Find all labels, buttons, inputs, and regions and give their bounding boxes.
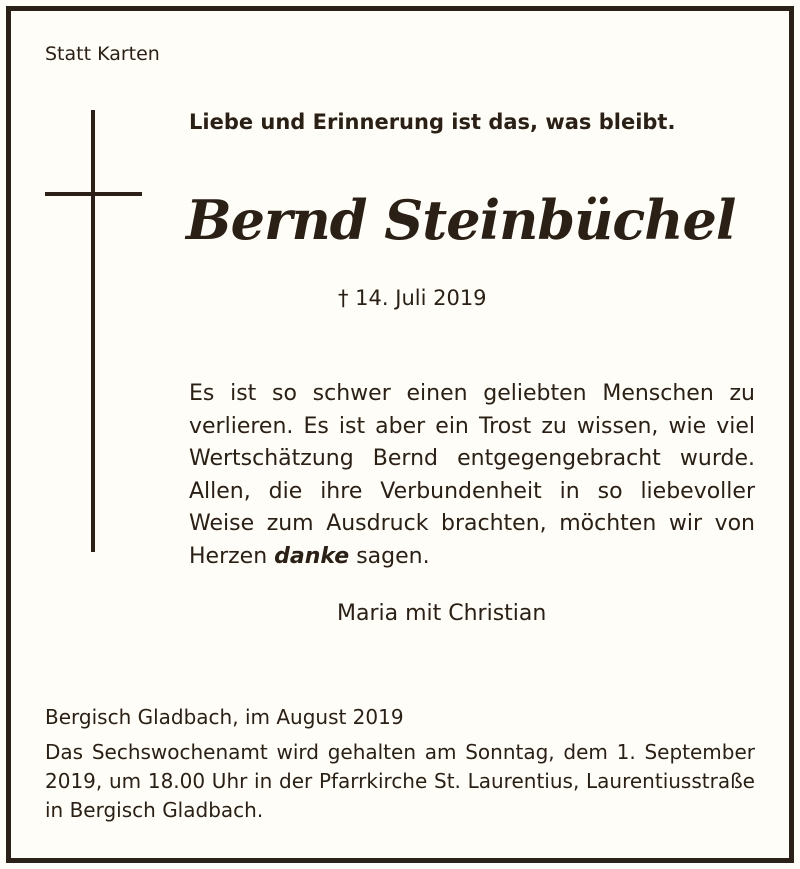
message-line: verlieren. Es ist aber ein Trost zu wissen, wie viel [189,413,755,439]
signer: Maria mit Christian [337,601,547,626]
notice-line: in Bergisch Gladbach. [45,798,264,822]
deceased-name: Bernd Steinbüchel [186,188,736,252]
message-line: Es ist so schwer einen geliebten Menschen zu [189,381,755,406]
message-last-suffix: sagen. [356,543,430,569]
death-date: † 14. Juli 2019 [338,286,487,310]
place-date: Bergisch Gladbach, im August 2019 [45,705,404,729]
service-notice [45,738,755,825]
statt-karten-label: Statt Karten [45,43,160,65]
motto-heading: Liebe und Erinnerung ist das, was bleibt. [189,110,676,134]
message-line: Weise zum Ausdruck brachten, möchten wir von [189,511,755,536]
thanks-message [189,378,755,573]
message-line: Wertschätzung Bernd entgegengebracht wurde. [189,446,755,471]
message-line: Allen, die ihre Verbundenheit in so liebevoller [189,478,755,504]
notice-line: Das Sechswochenamt wird gehalten am Sonntag, dem 1. September [45,740,755,764]
message-last-line [189,541,755,574]
cross-icon-bar [45,192,142,196]
cross-icon [91,110,95,552]
notice-line: 2019, um 18.00 Uhr in der Pfarrkirche St. Laurentius, Laurentiusstraße [45,769,755,793]
message-last-prefix: Herzen [189,543,268,569]
emphasis-danke: danke [274,543,350,569]
